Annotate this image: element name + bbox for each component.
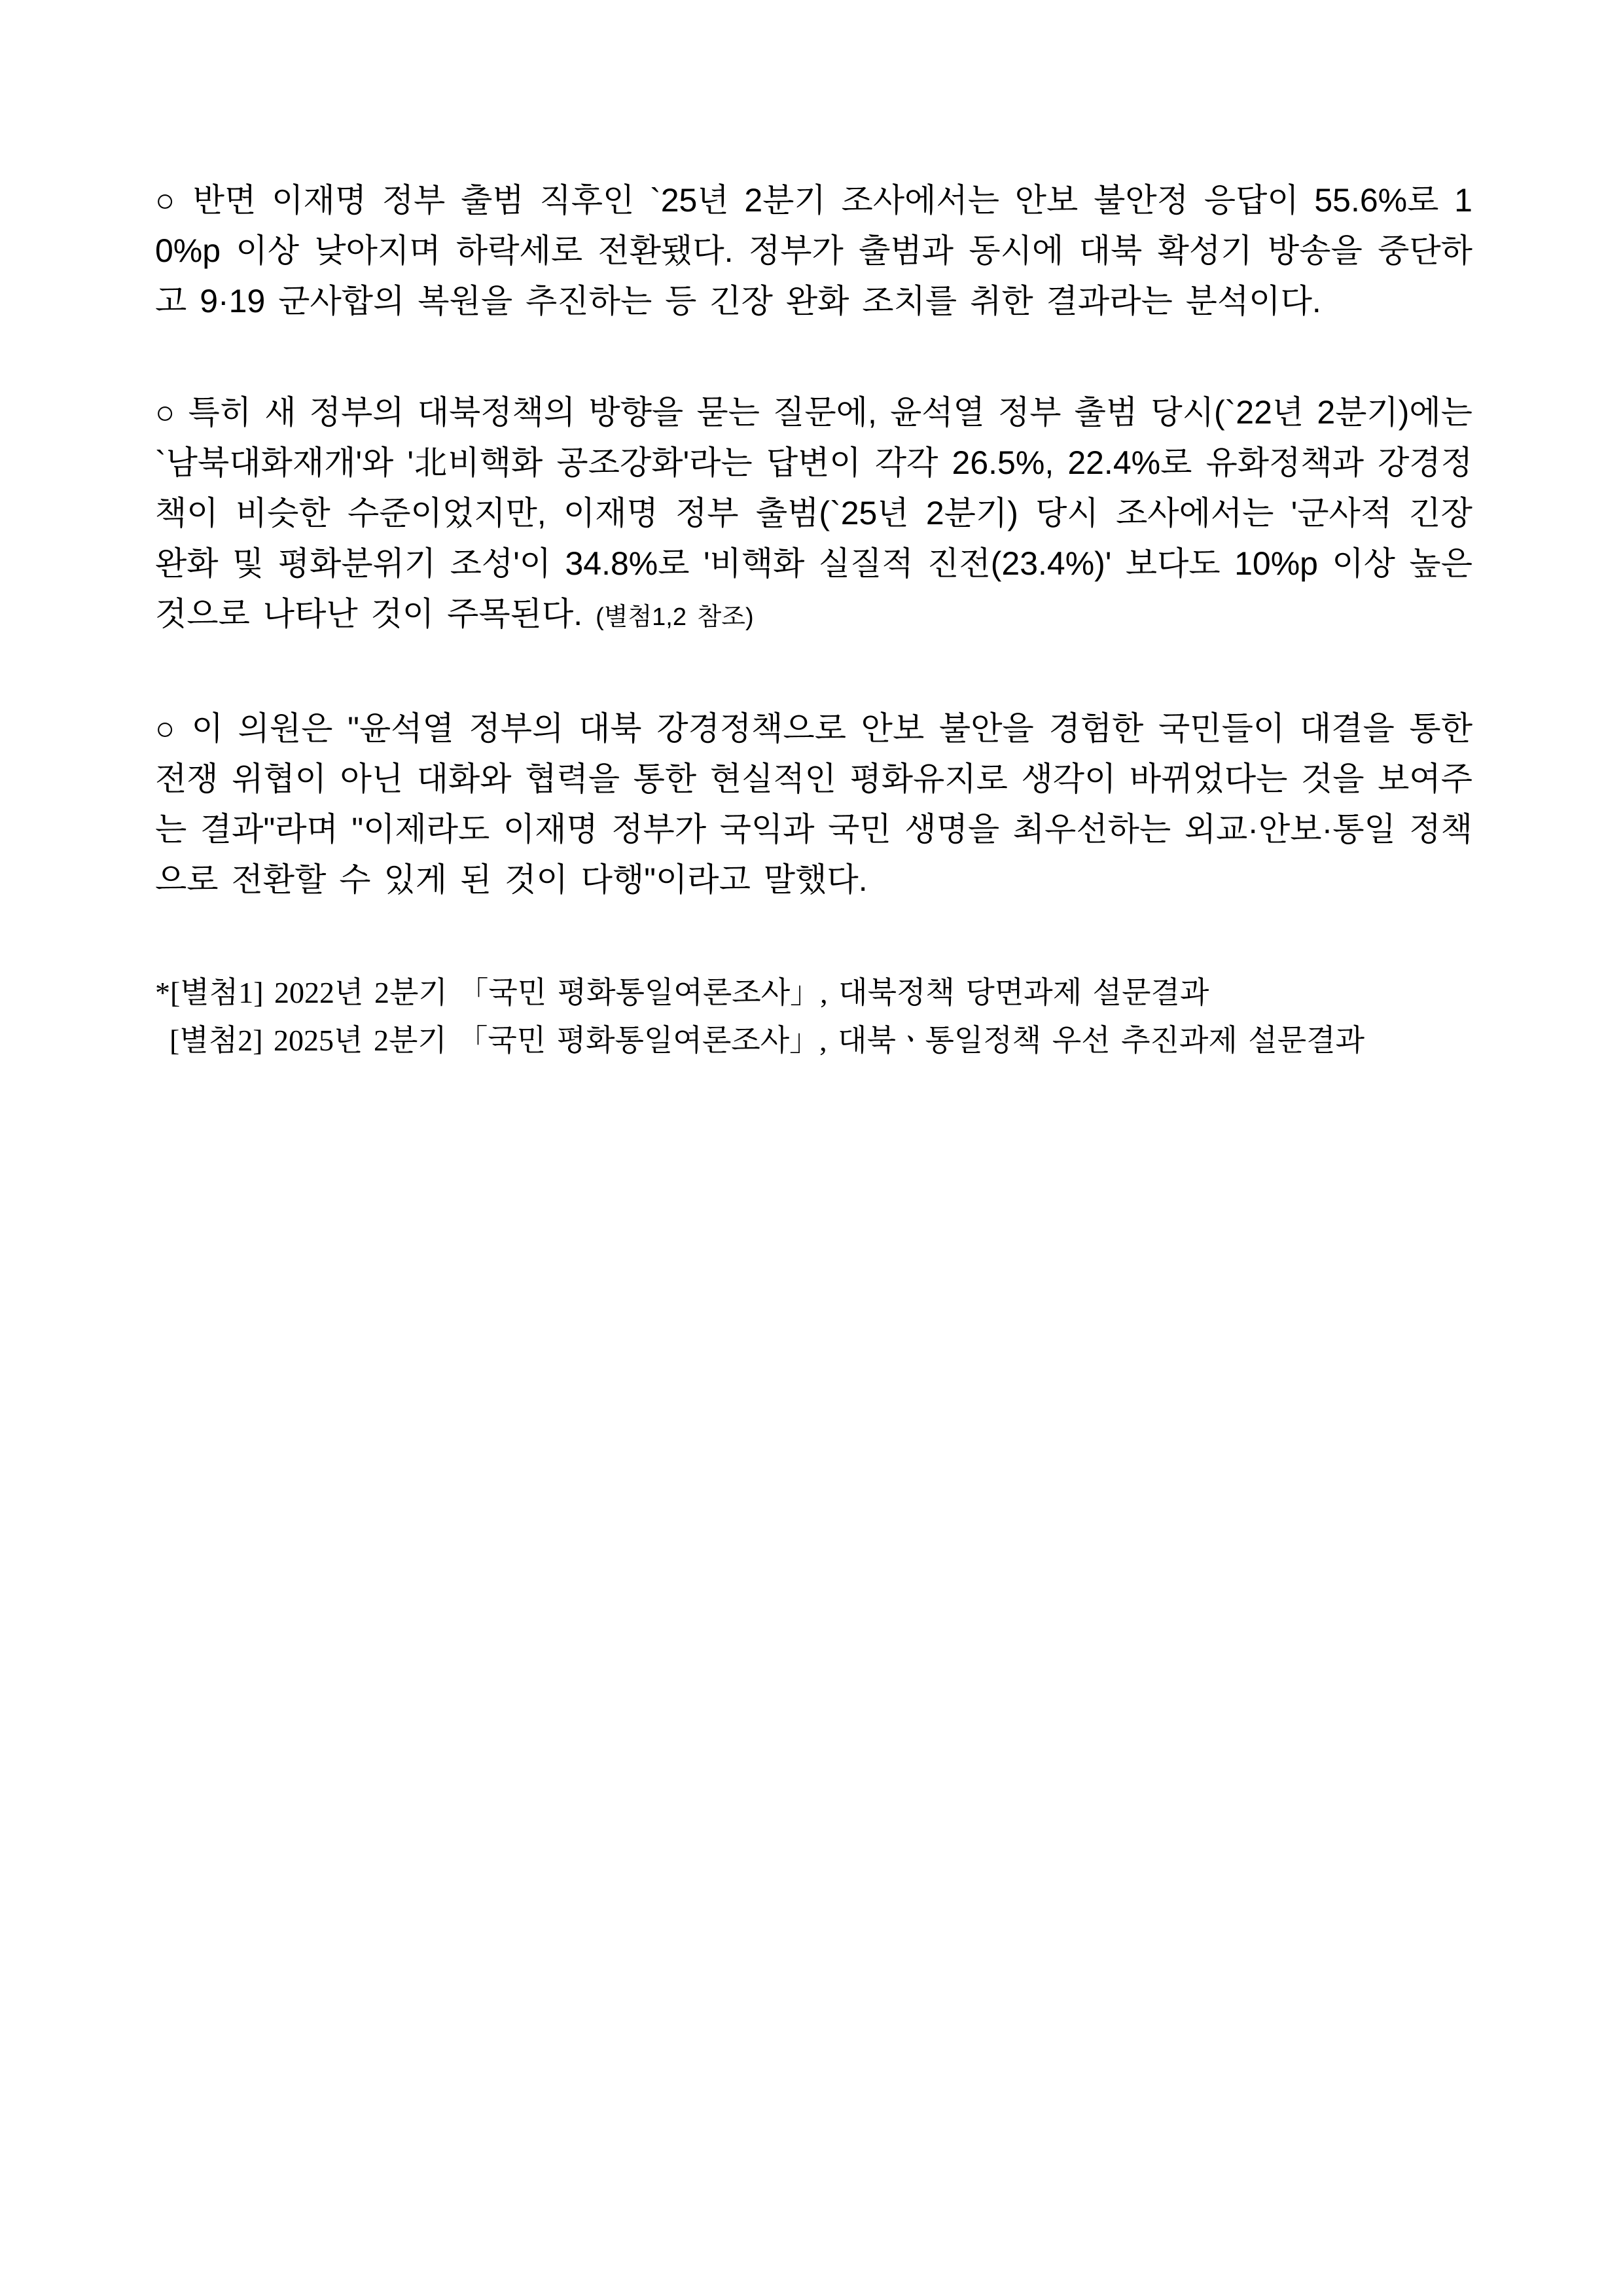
paragraph-lawmaker-quote: ○ 이 의원은 "윤석열 정부의 대북 강경정책으로 안보 불안을 경험한 국민들이 대결을 통한 전쟁 위협이 아닌 대화와 협력을 통한 현실적인 평화유지로 생각이 바뀌었다는 것을 보여주는 결과"라며 "이제라도 이재명 정부가 국익과 국민 생명을 최우선하는 외교·안보·통일 정책으로 전환할 수 있게 된 것이 다행"이라고 말했다. (155, 710, 1472, 898)
attachment-note-1: *[별첨1] 2022년 2분기 「국민 평화통일여론조사」, 대북정책 당면과제 설문결과 (155, 976, 1209, 1009)
paragraph-security-response-drop: ○ 반면 이재명 정부 출범 직후인 `25년 2분기 조사에서는 안보 불안정 응답이 55.6%로 10%p 이상 낮아지며 하락세로 전환됐다. 정부가 출범과 동시에 대북 확성기 방송을 중단하고 9·19 군사합의 복원을 추진하는 등 긴장 완화 조치를 취한 결과라는 분석이다. (155, 182, 1472, 319)
attachment-note-2: [별첨2] 2025년 2분기 「국민 평화통일여론조사」, 대북ㆍ통일정책 우선 추진과제 설문결과 (169, 1024, 1365, 1057)
attachment-reference-note: (별첨1,2 참조) (596, 603, 754, 631)
attachment-list (155, 969, 1472, 1064)
paragraph-policy-direction-text: ○ 특히 새 정부의 대북정책의 방향을 묻는 질문에, 윤석열 정부 출범 당시(`22년 2분기)에는 `남북대화재개'와 '北비핵화 공조강화'라는 답변이 각각 26.5%, 22.4%로 유화정책과 강경정책이 비슷한 수준이었지만, 이재명 정부 출범(`25년 2분기) 당시 조사에서는 '군사적 긴장 완화 및 평화분위기 조성'이 34.8%로 '비핵화 실질적 진전(23.4%)' 보다도 10%p 이상 높은 것으로 나타난 것이 주목된다. (155, 394, 1472, 632)
document-body (155, 175, 1472, 1064)
paragraph-policy-direction-survey (155, 387, 1472, 643)
